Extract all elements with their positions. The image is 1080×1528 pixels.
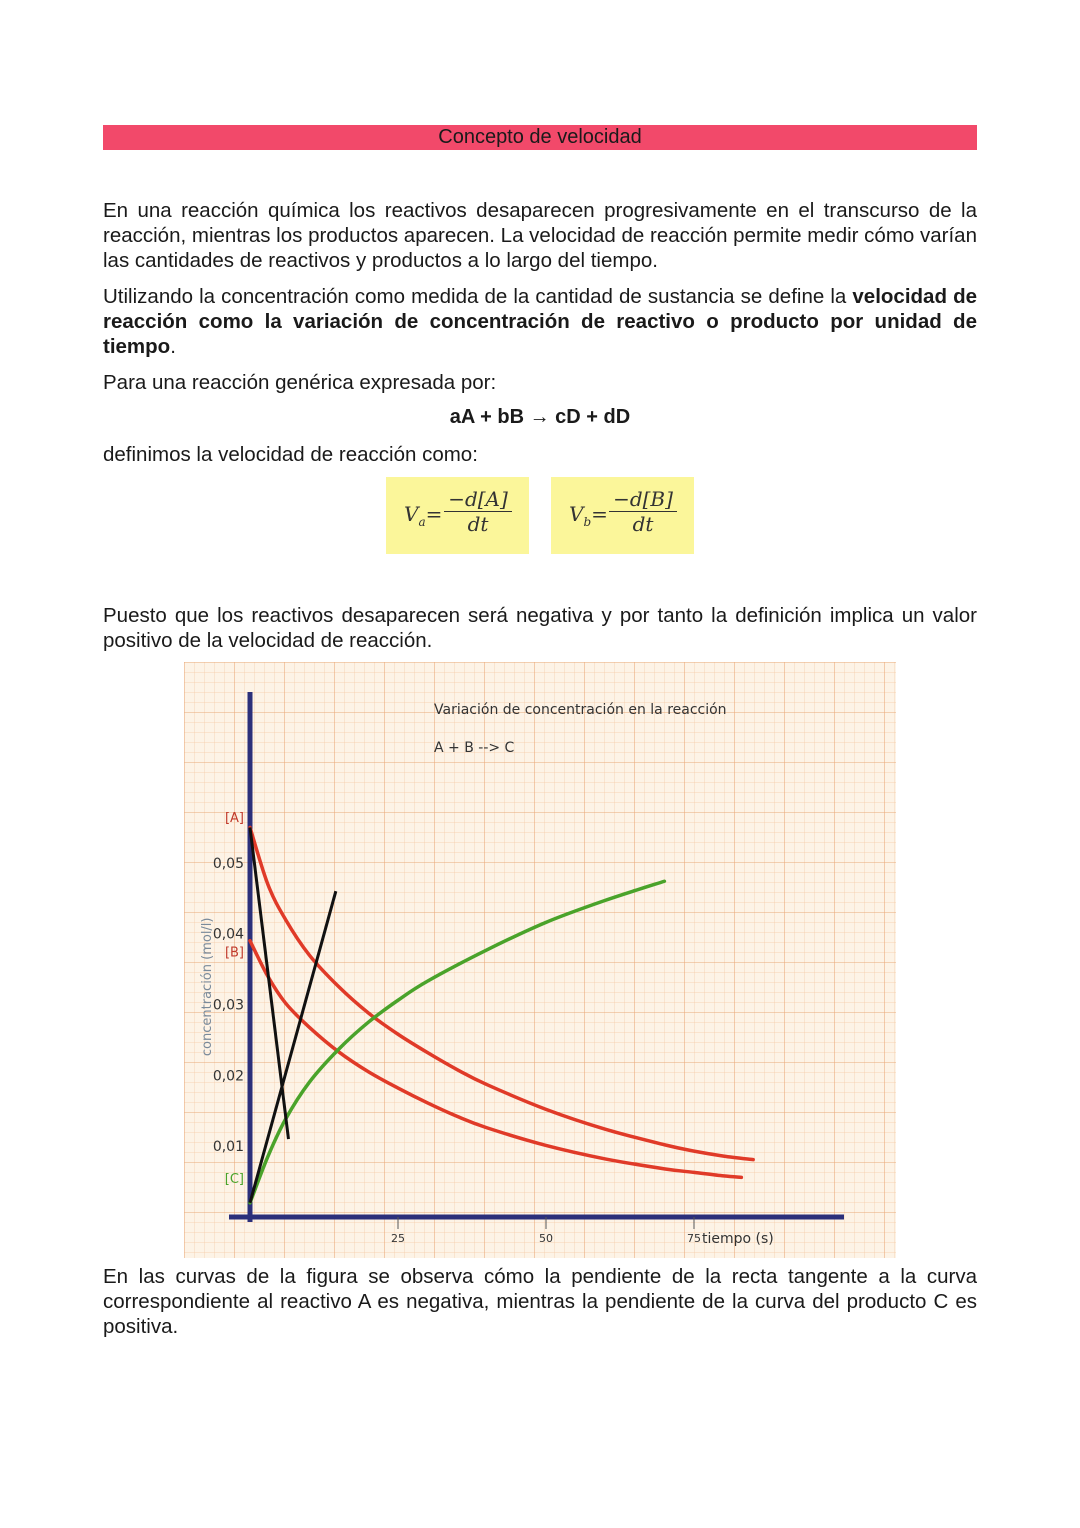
reaction-equation: aA + bB → cD + dD — [449, 406, 631, 428]
x-tick-label: 50 — [539, 1232, 553, 1245]
x-tick-label: 25 — [391, 1232, 405, 1245]
formula-b-denominator: dt — [632, 512, 654, 536]
x-tick-label: 75 — [687, 1232, 701, 1245]
x-axis-label: tiempo (s) — [702, 1231, 774, 1247]
paragraph-intro: En una reacción química los reactivos desaparecen progresivamente en el transcurso de la reacción, mientras los productos aparecen. La velocidad de reacción permite medir cómo varían las cantidades de reactivos y productos a lo largo del tiempo. — [103, 199, 977, 272]
y-tick-label: 0,01 — [212, 1139, 244, 1156]
chart-grid — [184, 662, 896, 1258]
series-label: [C] — [224, 1172, 244, 1188]
chart-svg — [184, 662, 896, 1258]
concentration-chart — [184, 662, 896, 1258]
formula-b — [569, 502, 608, 529]
y-axis-label: concentración (mol/l) — [200, 917, 215, 1057]
definition-lead: Utilizando la concentración como medida de la cantidad de sustancia se define la — [103, 285, 853, 308]
formula-a-lhs: V — [404, 502, 419, 526]
formula-b-eq: = — [591, 502, 608, 526]
y-tick-label: 0,02 — [212, 1068, 244, 1085]
paragraph-definition — [103, 284, 977, 359]
formula-a-eq: = — [425, 502, 443, 526]
paragraph-negative: Puesto que los reactivos desaparecen será negativa y por tanto la definición implica un valor positivo de la velocidad de reacción. — [103, 604, 977, 652]
series-label: [A] — [224, 810, 244, 826]
chart-title: Variación de concentración en la reacción — [434, 702, 727, 718]
definition-bold: velocidad de reacción como la variación de concentración de reactivo o producto por unidad de tiempo — [103, 285, 977, 358]
definition-end: . — [170, 335, 176, 358]
section-title: Concepto de velocidad — [103, 125, 977, 150]
formula-b-sub: b — [583, 515, 592, 529]
y-tick-label: 0,05 — [212, 855, 244, 872]
formula-b-numerator: −d[B] — [609, 487, 677, 512]
formula-a — [404, 502, 442, 529]
formula-a-denominator: dt — [467, 512, 489, 536]
chart-subtitle: A + B --> C — [434, 740, 515, 756]
formula-b-lhs: V — [569, 502, 584, 526]
series-label: [B] — [224, 945, 244, 961]
paragraph-conclusion: En las curvas de la figura se observa cómo la pendiente de la recta tangente a la curva correspondiente al reactivo A es negativa, mientras la pendiente de la curva del producto C es positiva. — [103, 1265, 977, 1338]
formula-box-a — [386, 477, 529, 554]
formula-box-b — [551, 477, 694, 554]
formula-a-numerator: −d[A] — [444, 487, 512, 512]
paragraph-generic: Para una reacción genérica expresada por: — [103, 371, 497, 394]
y-tick-label: 0,03 — [212, 997, 244, 1014]
formula-a-sub: a — [418, 515, 426, 529]
paragraph-define: definimos la velocidad de reacción como: — [103, 443, 478, 466]
y-tick-label: 0,04 — [212, 926, 244, 943]
